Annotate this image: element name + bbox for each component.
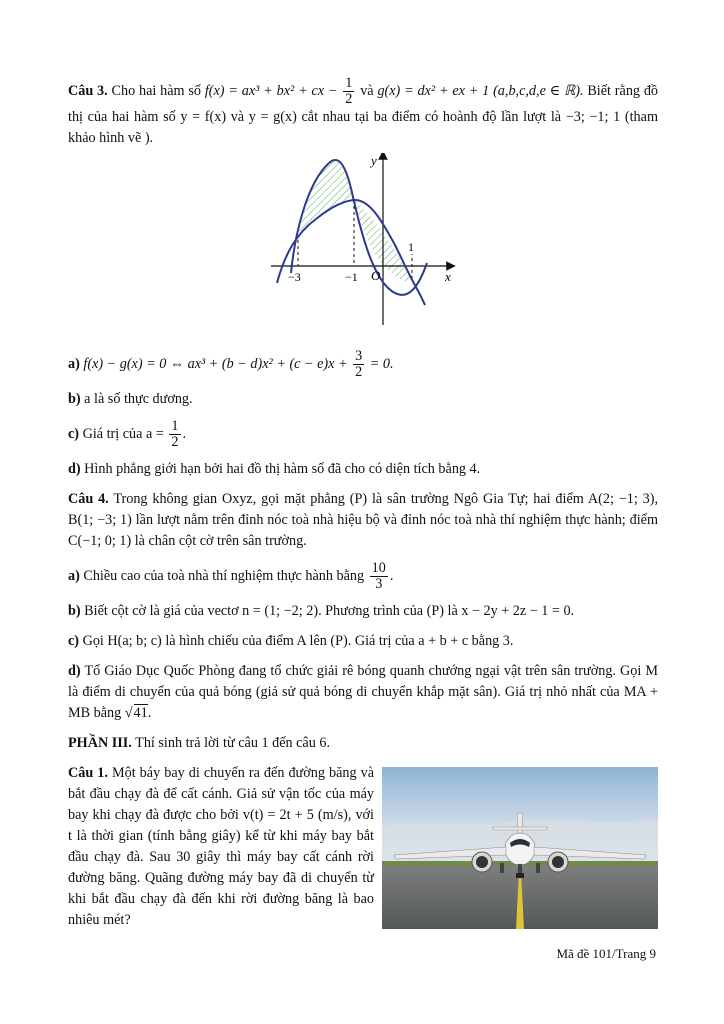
question-4-option-c bbox=[68, 631, 658, 652]
fraction-numerator: 1 bbox=[171, 418, 179, 434]
fraction-numerator: 1 bbox=[345, 75, 353, 91]
option-a-end: = 0. bbox=[369, 355, 394, 372]
option-d-label: d) bbox=[68, 663, 81, 679]
option-c-text: Gọi H(a; b; c) là hình chiếu của điểm A lên (P). Giá trị của a + b + c bằng 3. bbox=[82, 633, 514, 649]
fraction-denominator: 3 bbox=[375, 576, 383, 592]
question-3 bbox=[68, 76, 658, 149]
option-a-label: a) bbox=[68, 567, 80, 584]
question-1-block bbox=[68, 763, 658, 943]
option-a-text: Chiều cao của toà nhà thí nghiệm thực hành bằng bbox=[83, 567, 365, 584]
conjunction: và bbox=[360, 82, 374, 99]
question-3-intro: Cho hai hàm số bbox=[111, 82, 202, 99]
question-1 bbox=[68, 763, 374, 931]
tick-label-minus-3: −3 bbox=[288, 270, 301, 284]
section-3-text: Thí sinh trả lời từ câu 1 đến câu 6. bbox=[135, 735, 331, 751]
option-a-end: . bbox=[389, 567, 394, 584]
parameter-set: (a,b,c,d,e ∈ ℝ). bbox=[493, 82, 584, 99]
option-c-text: Giá trị của a = bbox=[82, 425, 164, 442]
option-a-label: a) bbox=[68, 355, 80, 372]
fraction-denominator: 2 bbox=[345, 91, 353, 107]
question-3-option-c bbox=[68, 419, 658, 450]
option-b-label: b) bbox=[68, 391, 81, 407]
fraction-denominator: 2 bbox=[171, 434, 179, 450]
question-4-label: Câu 4. bbox=[68, 491, 109, 507]
question-3-option-b bbox=[68, 389, 658, 410]
question-3-label: Câu 3. bbox=[68, 82, 108, 99]
airplane-photo bbox=[382, 767, 658, 929]
fraction-three-halves bbox=[353, 349, 364, 380]
function-graph bbox=[68, 153, 658, 343]
option-c-label: c) bbox=[68, 633, 80, 649]
fraction-ten-thirds bbox=[370, 561, 388, 592]
fraction-numerator: 3 bbox=[355, 348, 363, 364]
option-d-end: . bbox=[147, 705, 152, 721]
tick-label-minus-1: −1 bbox=[345, 270, 358, 284]
question-3-option-d bbox=[68, 459, 658, 480]
question-4 bbox=[68, 489, 658, 552]
option-a-text: f(x) − g(x) = 0 ⇔ ax³ + (b − d)x² + (c − e)x + bbox=[83, 355, 348, 372]
y-axis-label: y bbox=[371, 153, 377, 168]
fraction-half bbox=[343, 76, 354, 107]
fraction-one-half bbox=[169, 419, 180, 450]
option-b-text: Biết cột cờ là giá của vectơ n = (1; −2; 2). Phương trình của (P) là x − 2y + 2z − 1 = 0. bbox=[84, 603, 575, 619]
question-3-option-a bbox=[68, 349, 658, 380]
origin-label: O bbox=[371, 268, 381, 283]
page-content bbox=[68, 76, 658, 943]
function-g-definition: g(x) = dx² + ex + 1 bbox=[377, 82, 490, 99]
sqrt-value: 41 bbox=[133, 705, 148, 721]
option-d-text: Tổ Giáo Dục Quốc Phòng đang tổ chức giải rê bóng quanh chướng ngại vật trên sân trường. Gọi M là điểm di chuyển của quả bóng (giả sử quả bóng di chuyển khắp mặt sân). Giá trị nhỏ nhất của MA + MB bằng bbox=[68, 663, 658, 721]
question-4-text: Trong không gian Oxyz, gọi mặt phẳng (P) là sân trường Ngô Gia Tự; hai điểm A(2; −1; 3), B(1; −3; 1) lần lượt nằm trên đỉnh nóc toà nhà hiệu bộ và đỉnh nóc toà nhà thí nghiệm thực hành; điểm C(−1; 0; 1) là chân cột cờ trên sân trường. bbox=[68, 491, 658, 549]
option-c-label: c) bbox=[68, 425, 80, 442]
section-3-heading bbox=[68, 733, 658, 754]
option-c-end: . bbox=[182, 425, 187, 442]
question-4-option-b bbox=[68, 601, 658, 622]
function-f-definition: f(x) = ax³ + bx² + cx − bbox=[204, 82, 338, 99]
curve-g bbox=[277, 200, 425, 305]
x-axis-label: x bbox=[445, 269, 451, 284]
graph-svg bbox=[271, 153, 461, 343]
section-3-label: PHẦN III. bbox=[68, 735, 132, 751]
fraction-numerator: 10 bbox=[371, 560, 386, 576]
question-4-option-a bbox=[68, 561, 658, 592]
fraction-denominator: 2 bbox=[355, 364, 363, 380]
question-1-label: Câu 1. bbox=[68, 765, 108, 781]
question-4-option-d: d) Tổ Giáo Dục Quốc Phòng đang tổ chức giải rê bóng quanh chướng ngại vật trên sân trường. Gọi M là điểm di chuyển của quả bóng (giả sử quả bóng di chuyển khắp mặt sân). Giá trị nhỏ nhất của MA + MB bằng √41. bbox=[68, 663, 658, 721]
option-b-label: b) bbox=[68, 603, 81, 619]
question-1-text: Một báy bay di chuyển ra đến đường băng và bắt đầu chạy đà để cất cánh. Giả sử vận tốc của máy bay khi chạy đà được cho bởi v(t) = 2t + 5 (m/s), với t là thời gian (tính bằng giây) kể từ khi máy bay bắt đầu chạy đà. Sau 30 giây thì máy bay cất cánh rời đường băng. Quãng đường máy bay đã di chuyển từ khi bắt đầu chạy đà đến khi rời đường băng là bao nhiêu mét? bbox=[68, 765, 375, 928]
option-d-label: d) bbox=[68, 461, 81, 477]
tick-label-1: 1 bbox=[408, 240, 414, 254]
option-b-text: a là số thực dương. bbox=[84, 391, 193, 407]
page-footer: Mã đề 101/Trang 9 bbox=[556, 946, 656, 961]
option-d-text: Hình phẳng giới hạn bởi hai đồ thị hàm số đã cho có diện tích bằng 4. bbox=[84, 461, 481, 477]
question-3-text: Biết rằng đồ thị của hai hàm số y = f(x) và y = g(x) cắt nhau tại ba điểm có hoành độ lần lượt là −3; −1; 1 (tham khảo hình vẽ ). bbox=[68, 82, 659, 146]
